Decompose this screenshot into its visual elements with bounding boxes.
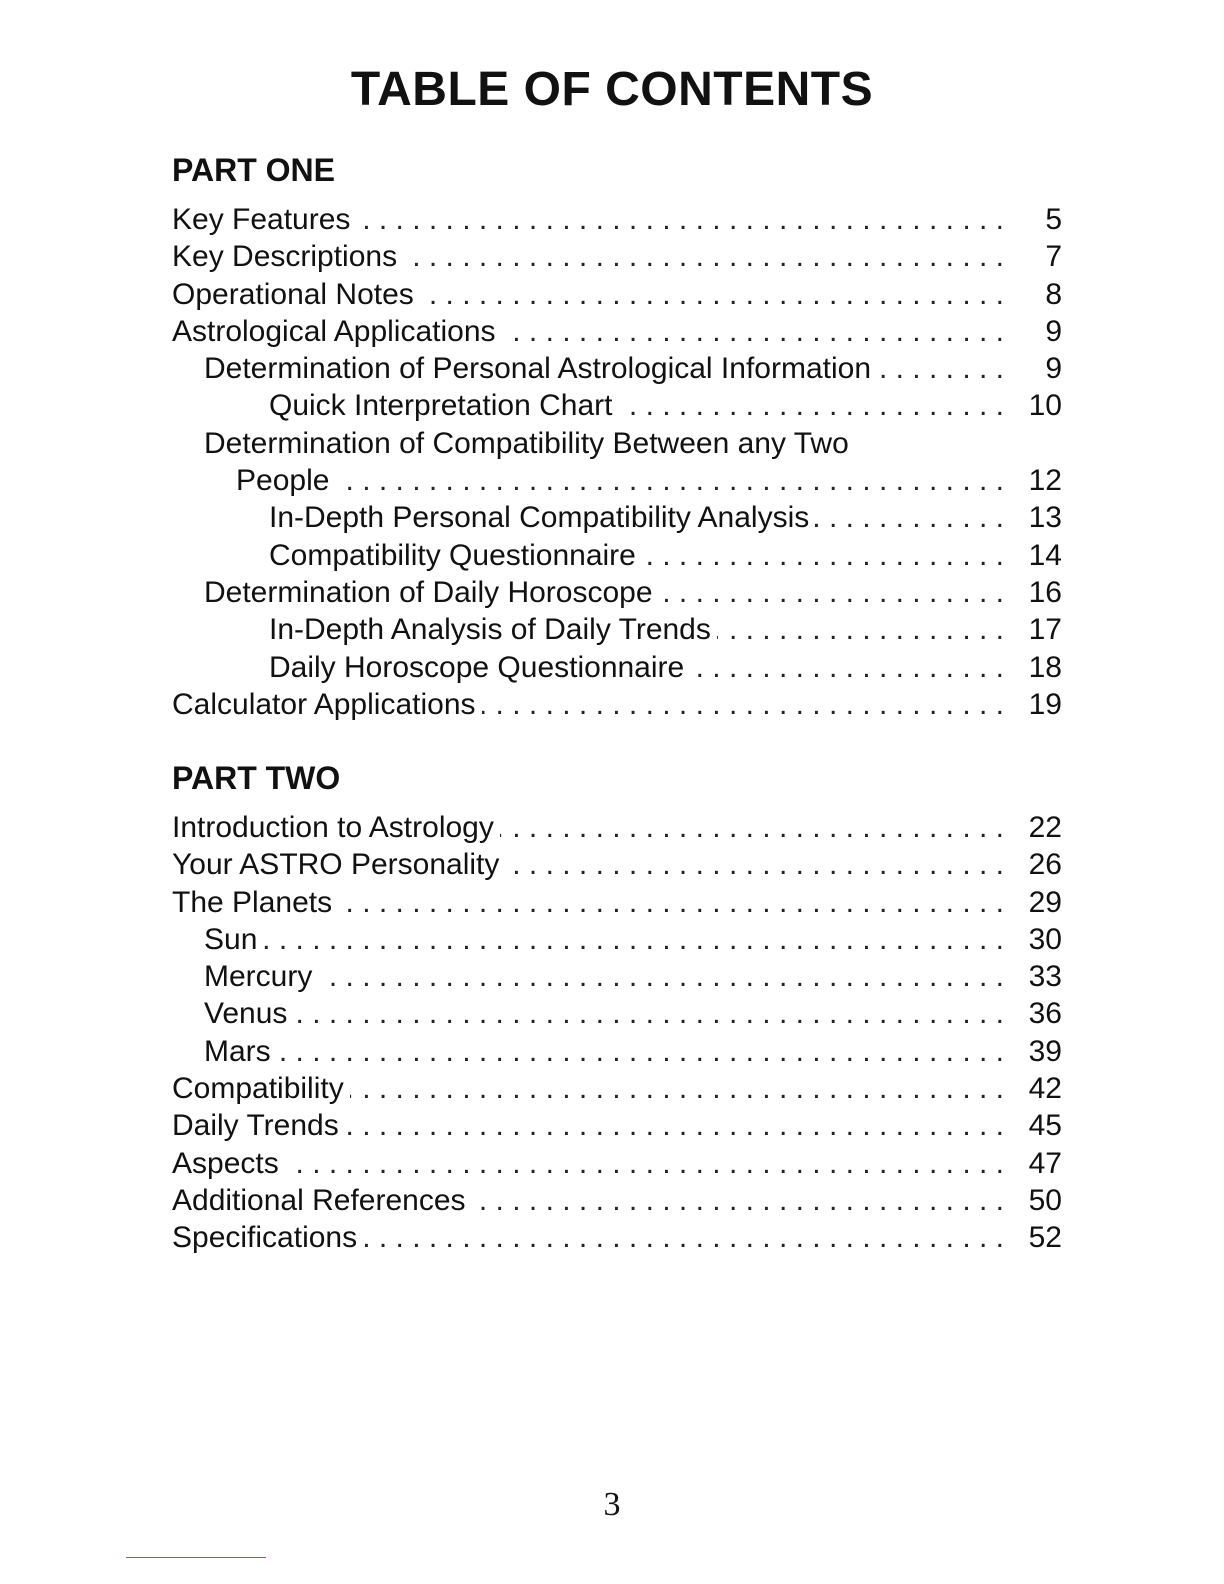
toc-dot-leader [877, 350, 1004, 387]
toc-entry-page: 30 [1028, 922, 1062, 956]
toc-entry [0, 350, 1224, 387]
toc-entry-label: Your ASTRO Personality [172, 848, 500, 882]
toc-dot-leader [717, 611, 1004, 648]
toc-entry [0, 995, 1224, 1032]
toc-entry-label: Compatibility [172, 1072, 344, 1106]
toc-dot-leader [420, 276, 1004, 313]
toc-dot-leader [482, 686, 1004, 723]
toc-entry-label: Calculator Applications [172, 687, 476, 721]
toc-entry-label: Astrological Applications [172, 314, 496, 348]
toc-entry-label: Mercury [204, 960, 313, 994]
toc-entry-page: 22 [1028, 811, 1062, 844]
toc-entry-label: Key Descriptions [172, 240, 398, 274]
toc-entry [0, 238, 1224, 275]
toc-dot-leader [277, 1033, 1004, 1070]
toc-entry [0, 313, 1224, 350]
toc-entry-label: In-Depth Personal Compatibility Analysis [269, 501, 810, 535]
toc-entry [0, 537, 1224, 574]
toc-entry [0, 574, 1224, 611]
toc-entry-page: 50 [1028, 1183, 1062, 1217]
toc-entry-label: Specifications [172, 1221, 358, 1255]
toc-entry-label: Determination of Personal Astrological Information [204, 352, 872, 386]
toc-dot-leader [363, 1219, 1004, 1256]
toc-entry-label: Daily Trends [172, 1109, 339, 1143]
toc-dot-leader [335, 462, 1004, 499]
toc-entry [0, 846, 1224, 883]
page-number: 3 [603, 1486, 621, 1523]
toc-list-part-one [0, 201, 1224, 723]
toc-entry-label: In-Depth Analysis of Daily Trends [269, 613, 711, 647]
toc-dot-leader [502, 313, 1004, 350]
toc-entry-label: Venus [204, 997, 288, 1031]
part-two-heading: PART TWO [172, 760, 341, 796]
toc-entry-page: 10 [1028, 389, 1062, 423]
toc-entry-page: 33 [1028, 960, 1062, 994]
toc-entry-page: 7 [1045, 240, 1062, 274]
toc-entry-label: Aspects [172, 1146, 279, 1180]
toc-entry-label: Daily Horoscope Questionnaire [269, 650, 685, 684]
toc-entry-label: Mars [204, 1034, 271, 1068]
toc-dot-leader [659, 574, 1004, 611]
toc-dot-leader [505, 846, 1004, 883]
toc-entry-page: 26 [1028, 848, 1062, 882]
toc-entry [0, 1033, 1224, 1070]
toc-entry-page: 5 [1045, 203, 1062, 236]
toc-dot-leader [350, 1070, 1004, 1107]
toc-entry-label: Determination of Compatibility Between any Two [204, 426, 849, 460]
toc-entry-page: 17 [1028, 613, 1062, 647]
toc-dot-leader [263, 921, 1004, 958]
toc-entry-page: 19 [1028, 687, 1062, 721]
toc-entry-page: 29 [1028, 885, 1062, 919]
toc-entry-label: Key Features [172, 203, 351, 236]
toc-entry [0, 201, 1224, 238]
toc-dot-leader [338, 884, 1004, 921]
toc-entry-page: 36 [1028, 997, 1062, 1031]
toc-entry-label: The Planets [172, 885, 333, 919]
toc-dot-leader [815, 499, 1004, 536]
toc-entry [0, 276, 1224, 313]
toc-entry [0, 958, 1224, 995]
toc-dot-leader [500, 809, 1004, 846]
toc-entry [0, 809, 1224, 846]
toc-entry-label: Determination of Daily Horoscope [204, 575, 653, 609]
toc-dot-leader [356, 201, 1004, 238]
toc-entry-page: 47 [1028, 1146, 1062, 1180]
toc-entry-page: 12 [1028, 464, 1062, 498]
toc-entry [0, 611, 1224, 648]
toc-dot-leader [619, 387, 1005, 424]
toc-entry [0, 1145, 1224, 1182]
page-title: TABLE OF CONTENTS [350, 63, 874, 116]
toc-dot-leader [642, 537, 1004, 574]
toc-entry [0, 1182, 1224, 1219]
toc-entry [0, 499, 1224, 536]
toc-entry-page: 45 [1028, 1109, 1062, 1143]
toc-entry-label: Quick Interpretation Chart [269, 389, 613, 423]
toc-entry-page: 18 [1028, 650, 1062, 684]
toc-entry-label: Sun [204, 922, 258, 956]
toc-entry-page: 16 [1028, 575, 1062, 609]
toc-entry-label: Additional References [172, 1183, 466, 1217]
toc-entry-page: 13 [1028, 501, 1062, 535]
toc-entry [0, 462, 1224, 499]
toc-entry [0, 1107, 1224, 1144]
toc-dot-leader [403, 238, 1004, 275]
toc-entry-page: 42 [1028, 1072, 1062, 1106]
toc-entry-page: 52 [1028, 1221, 1062, 1255]
part-one-heading: PART ONE [172, 152, 335, 188]
toc-entry-label: Introduction to Astrology [172, 811, 494, 844]
toc-list-part-two [0, 809, 1224, 1257]
toc-entry [0, 921, 1224, 958]
toc-dot-leader [285, 1145, 1004, 1182]
footer-rule [126, 1557, 266, 1558]
toc-dot-leader [472, 1182, 1004, 1219]
toc-entry [0, 1219, 1224, 1256]
toc-dot-leader [318, 958, 1004, 995]
toc-entry [0, 387, 1224, 424]
toc-entry [0, 425, 1224, 462]
toc-entry [0, 1070, 1224, 1107]
toc-entry [0, 649, 1224, 686]
toc-dot-leader [345, 1107, 1004, 1144]
toc-entry-page: 9 [1045, 352, 1062, 386]
toc-entry-page: 9 [1045, 314, 1062, 348]
toc-dot-leader [293, 995, 1004, 1032]
toc-entry [0, 686, 1224, 723]
toc-entry-page: 39 [1028, 1034, 1062, 1068]
toc-entry-label: Compatibility Questionnaire [269, 538, 636, 572]
toc-entry-page: 14 [1028, 538, 1062, 572]
toc-entry [0, 884, 1224, 921]
toc-entry-label: Operational Notes [172, 277, 414, 311]
toc-entry-label: People [236, 464, 330, 498]
toc-entry-page: 8 [1045, 277, 1062, 311]
toc-dot-leader [690, 649, 1004, 686]
